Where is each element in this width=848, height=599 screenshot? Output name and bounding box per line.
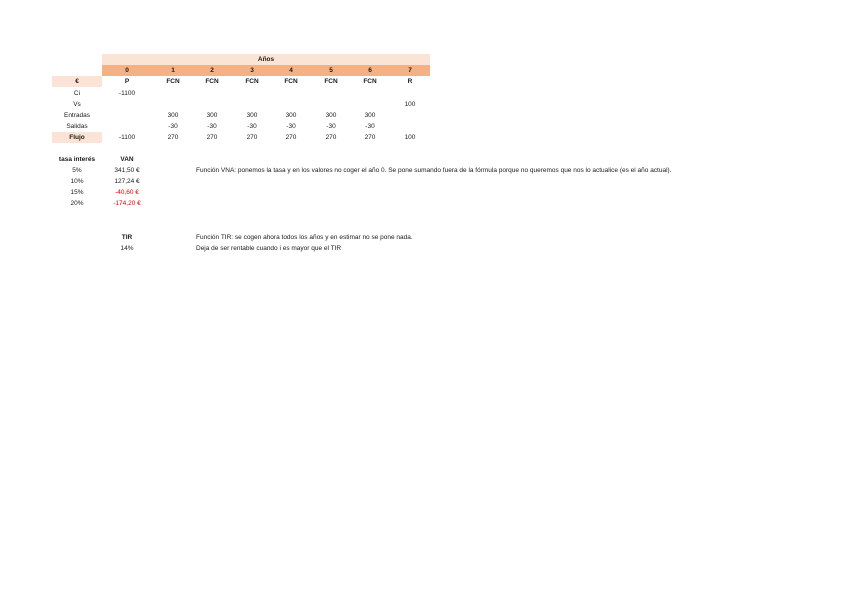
vna-note: Función VNA: ponemos la tasa y en los valores no coger el año 0. Se pone sumando fuera de la fórmula porque no queremos que nos lo actualice (es el año actual).	[196, 167, 672, 174]
cell: -1100	[118, 134, 136, 141]
cell: -1100	[118, 90, 136, 97]
cell: -30	[247, 123, 257, 130]
col-header-3: 3	[250, 67, 254, 74]
row-label-vs: Vs	[73, 101, 81, 108]
row-label-salidas: Salidas	[66, 123, 88, 130]
rate-header: tasa interés	[58, 156, 96, 163]
van-cell-negative: -174,20 €	[113, 200, 141, 207]
tir-label: TIR	[121, 234, 133, 241]
col-header-1: 1	[171, 67, 175, 74]
cell: 270	[167, 134, 179, 141]
subheader-1: FCN	[166, 78, 180, 85]
cell: 300	[206, 112, 218, 119]
tir-note-1: Función TIR: se cogen ahora todos los años y en estimar no se pone nada.	[196, 234, 413, 241]
subheader-7: R	[407, 78, 413, 85]
cell: 300	[325, 112, 337, 119]
col-header-0: 0	[125, 67, 129, 74]
van-header: VAN	[120, 156, 134, 163]
col-header-5: 5	[329, 67, 333, 74]
van-cell: 127,24 €	[114, 178, 140, 185]
cell: 270	[364, 134, 376, 141]
corner-label: €	[75, 78, 79, 85]
subheader-2: FCN	[205, 78, 219, 85]
cell: -30	[207, 123, 217, 130]
subheader-0: P	[124, 78, 130, 85]
col-header-4: 4	[289, 67, 293, 74]
cell: 270	[285, 134, 297, 141]
cell: 300	[285, 112, 297, 119]
cell: -30	[326, 123, 336, 130]
rate-cell: 20%	[70, 200, 84, 207]
tir-note-2: Deja de ser rentable cuando i es mayor que el TIR	[196, 245, 342, 252]
subheader-5: FCN	[324, 78, 338, 85]
van-cell: 341,50 €	[114, 167, 140, 174]
col-header-6: 6	[368, 67, 372, 74]
cell: 270	[206, 134, 218, 141]
rate-cell: 5%	[72, 167, 82, 174]
row-label-flujo: Flujo	[69, 134, 85, 141]
cell: 300	[167, 112, 179, 119]
cell: 300	[364, 112, 376, 119]
cell: 100	[404, 101, 416, 108]
van-cell-negative: -40,60 €	[115, 189, 139, 196]
cell: -30	[365, 123, 375, 130]
rate-cell: 15%	[70, 189, 84, 196]
cell: 270	[325, 134, 337, 141]
cell: 270	[246, 134, 258, 141]
col-header-2: 2	[210, 67, 214, 74]
subheader-3: FCN	[245, 78, 259, 85]
cell: 300	[246, 112, 258, 119]
subheader-4: FCN	[284, 78, 298, 85]
row-label-entradas: Entradas	[63, 112, 91, 119]
tir-value: 14%	[120, 245, 134, 252]
rate-cell: 10%	[70, 178, 84, 185]
years-title: Años	[257, 56, 275, 63]
subheader-6: FCN	[363, 78, 377, 85]
row-label-ci: Ci	[73, 90, 81, 97]
cell: -30	[168, 123, 178, 130]
cell: -30	[286, 123, 296, 130]
cell: 100	[404, 134, 416, 141]
col-header-7: 7	[408, 67, 412, 74]
